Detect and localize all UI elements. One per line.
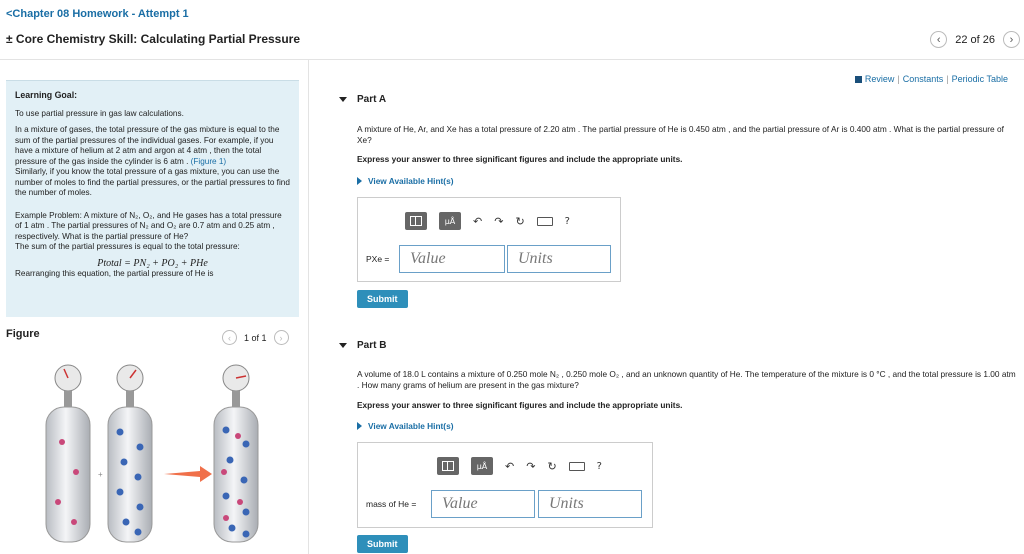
keyboard-icon[interactable] [569, 462, 585, 471]
part-a-hint-link[interactable] [357, 176, 453, 186]
link-separator: | [946, 74, 949, 84]
problem-pager [930, 31, 1020, 48]
prev-problem-button[interactable]: ‹ [930, 31, 947, 48]
units-button[interactable]: μÅ [471, 457, 493, 475]
argon-cylinder [108, 365, 152, 542]
part-a-header[interactable] [339, 94, 386, 105]
figure-heading: Figure [6, 328, 40, 340]
part-b-toolbar [437, 457, 602, 475]
templates-button[interactable] [405, 212, 427, 230]
review-link[interactable]: Review [864, 74, 895, 84]
learning-goal-text: The sum of the partial pressures is equal to the total pressure: [15, 242, 240, 251]
templates-icon [442, 461, 454, 471]
part-a-toolbar [405, 212, 570, 230]
part-b-units-input[interactable]: Units [538, 490, 642, 518]
part-a-value-input[interactable]: Value [399, 245, 505, 273]
next-figure-button[interactable]: › [274, 330, 289, 345]
constants-link[interactable]: Constants [902, 74, 944, 84]
part-b-header[interactable] [339, 340, 386, 351]
part-b-question: A volume of 18.0 L contains a mixture of 0.250 mole N₂ , 0.250 mole O₂ , and an unknown quantity of He. The temperature of the mixture is 0 °C , and the total pressure is 1.00 atm . How many grams of helium are present in the gas mixture? [357, 369, 1016, 390]
learning-goal-text: In a mixture of gases, the total pressure of the gas mixture is equal to the sum of the partial pressures of the individual gases. For example, if you have a mixture of helium at 2 atm and argon at 4 atm , then the total pressure of the gas inside the cylinder is 6 atm . (Figure 1) [15, 125, 280, 166]
reset-icon[interactable]: ↻ [515, 214, 525, 228]
arrow-icon [164, 466, 212, 482]
learning-goal-heading: Learning Goal: [15, 90, 78, 100]
collapse-triangle-icon [339, 343, 347, 348]
templates-button[interactable] [437, 457, 459, 475]
header-divider [0, 59, 1024, 60]
units-button[interactable]: μÅ [439, 212, 461, 230]
problem-count: 22 of 26 [955, 33, 995, 46]
prev-figure-button[interactable]: ‹ [222, 330, 237, 345]
part-a-instruction: Express your answer to three significant figures and include the appropriate units. [357, 154, 683, 164]
part-a-question: A mixture of He, Ar, and Xe has a total pressure of 2.20 atm . The partial pressure of He is 0.450 atm , and the partial pressure of Ar is 0.400 atm . What is the partial pressure of Xe? [357, 124, 1004, 145]
gas-cylinders-figure [40, 362, 270, 548]
undo-icon[interactable]: ↶ [505, 459, 515, 473]
part-b-variable-label: mass of He = [366, 499, 417, 509]
back-to-chapter-link[interactable]: <Chapter 08 Homework - Attempt 1 [6, 8, 189, 20]
next-problem-button[interactable]: › [1003, 31, 1020, 48]
keyboard-icon[interactable] [537, 217, 553, 226]
undo-icon[interactable]: ↶ [473, 214, 483, 228]
help-icon[interactable]: ? [596, 460, 602, 472]
redo-icon[interactable]: ↷ [526, 459, 536, 473]
learning-goal-cutoff-text: Rearranging this equation, the partial pressure of He is [15, 269, 214, 278]
hint-label: View Available Hint(s) [368, 421, 454, 431]
part-a-label: Part A [357, 94, 387, 105]
part-a-units-input[interactable]: Units [507, 245, 611, 273]
reset-icon[interactable]: ↻ [547, 459, 557, 473]
part-b-value-input[interactable]: Value [431, 490, 535, 518]
helium-cylinder [46, 365, 90, 542]
part-a-submit-button[interactable]: Submit [357, 290, 408, 308]
figure-link[interactable]: (Figure 1) [190, 156, 227, 166]
hint-label: View Available Hint(s) [368, 176, 454, 186]
periodic-table-link[interactable]: Periodic Table [951, 74, 1008, 84]
resource-links [855, 74, 1008, 84]
partial-pressure-equation: Ptotal = PN₂ + PO₂ + PHe [97, 257, 208, 269]
page-title: ± Core Chemistry Skill: Calculating Partial Pressure [6, 32, 301, 46]
part-b-label: Part B [357, 340, 387, 351]
figure-count: 1 of 1 [244, 332, 267, 343]
help-icon[interactable]: ? [564, 215, 570, 227]
column-divider [308, 60, 309, 554]
example-problem-text: Example Problem: A mixture of N₂, O₂, and He gases has a total pressure of 1 atm . The partial pressures of N₂ and O₂ are 0.7 atm and 0.25 atm , respectively. What is the partial pressure of He? [15, 210, 282, 241]
part-a-variable-label: PXe = [366, 254, 390, 264]
link-separator: | [897, 74, 900, 84]
expand-triangle-icon [357, 177, 362, 185]
templates-icon [410, 216, 422, 226]
figure-pager [222, 330, 289, 345]
part-b-instruction: Express your answer to three significant figures and include the appropriate units. [357, 400, 683, 410]
review-icon [855, 76, 862, 83]
learning-goal-panel[interactable] [6, 80, 299, 317]
learning-goal-text: Similarly, if you know the total pressure of a gas mixture, you can use the number of moles to find the partial pressures, or the partial pressures to find the number of moles. [15, 167, 290, 197]
part-b-submit-button[interactable]: Submit [357, 535, 408, 553]
learning-goal-text: To use partial pressure in gas law calculations. [15, 108, 184, 118]
collapse-triangle-icon [339, 97, 347, 102]
redo-icon[interactable]: ↷ [494, 214, 504, 228]
mixture-cylinder [214, 365, 258, 542]
part-b-hint-link[interactable] [357, 421, 453, 431]
expand-triangle-icon [357, 422, 362, 430]
plus-sign: + [98, 470, 103, 479]
